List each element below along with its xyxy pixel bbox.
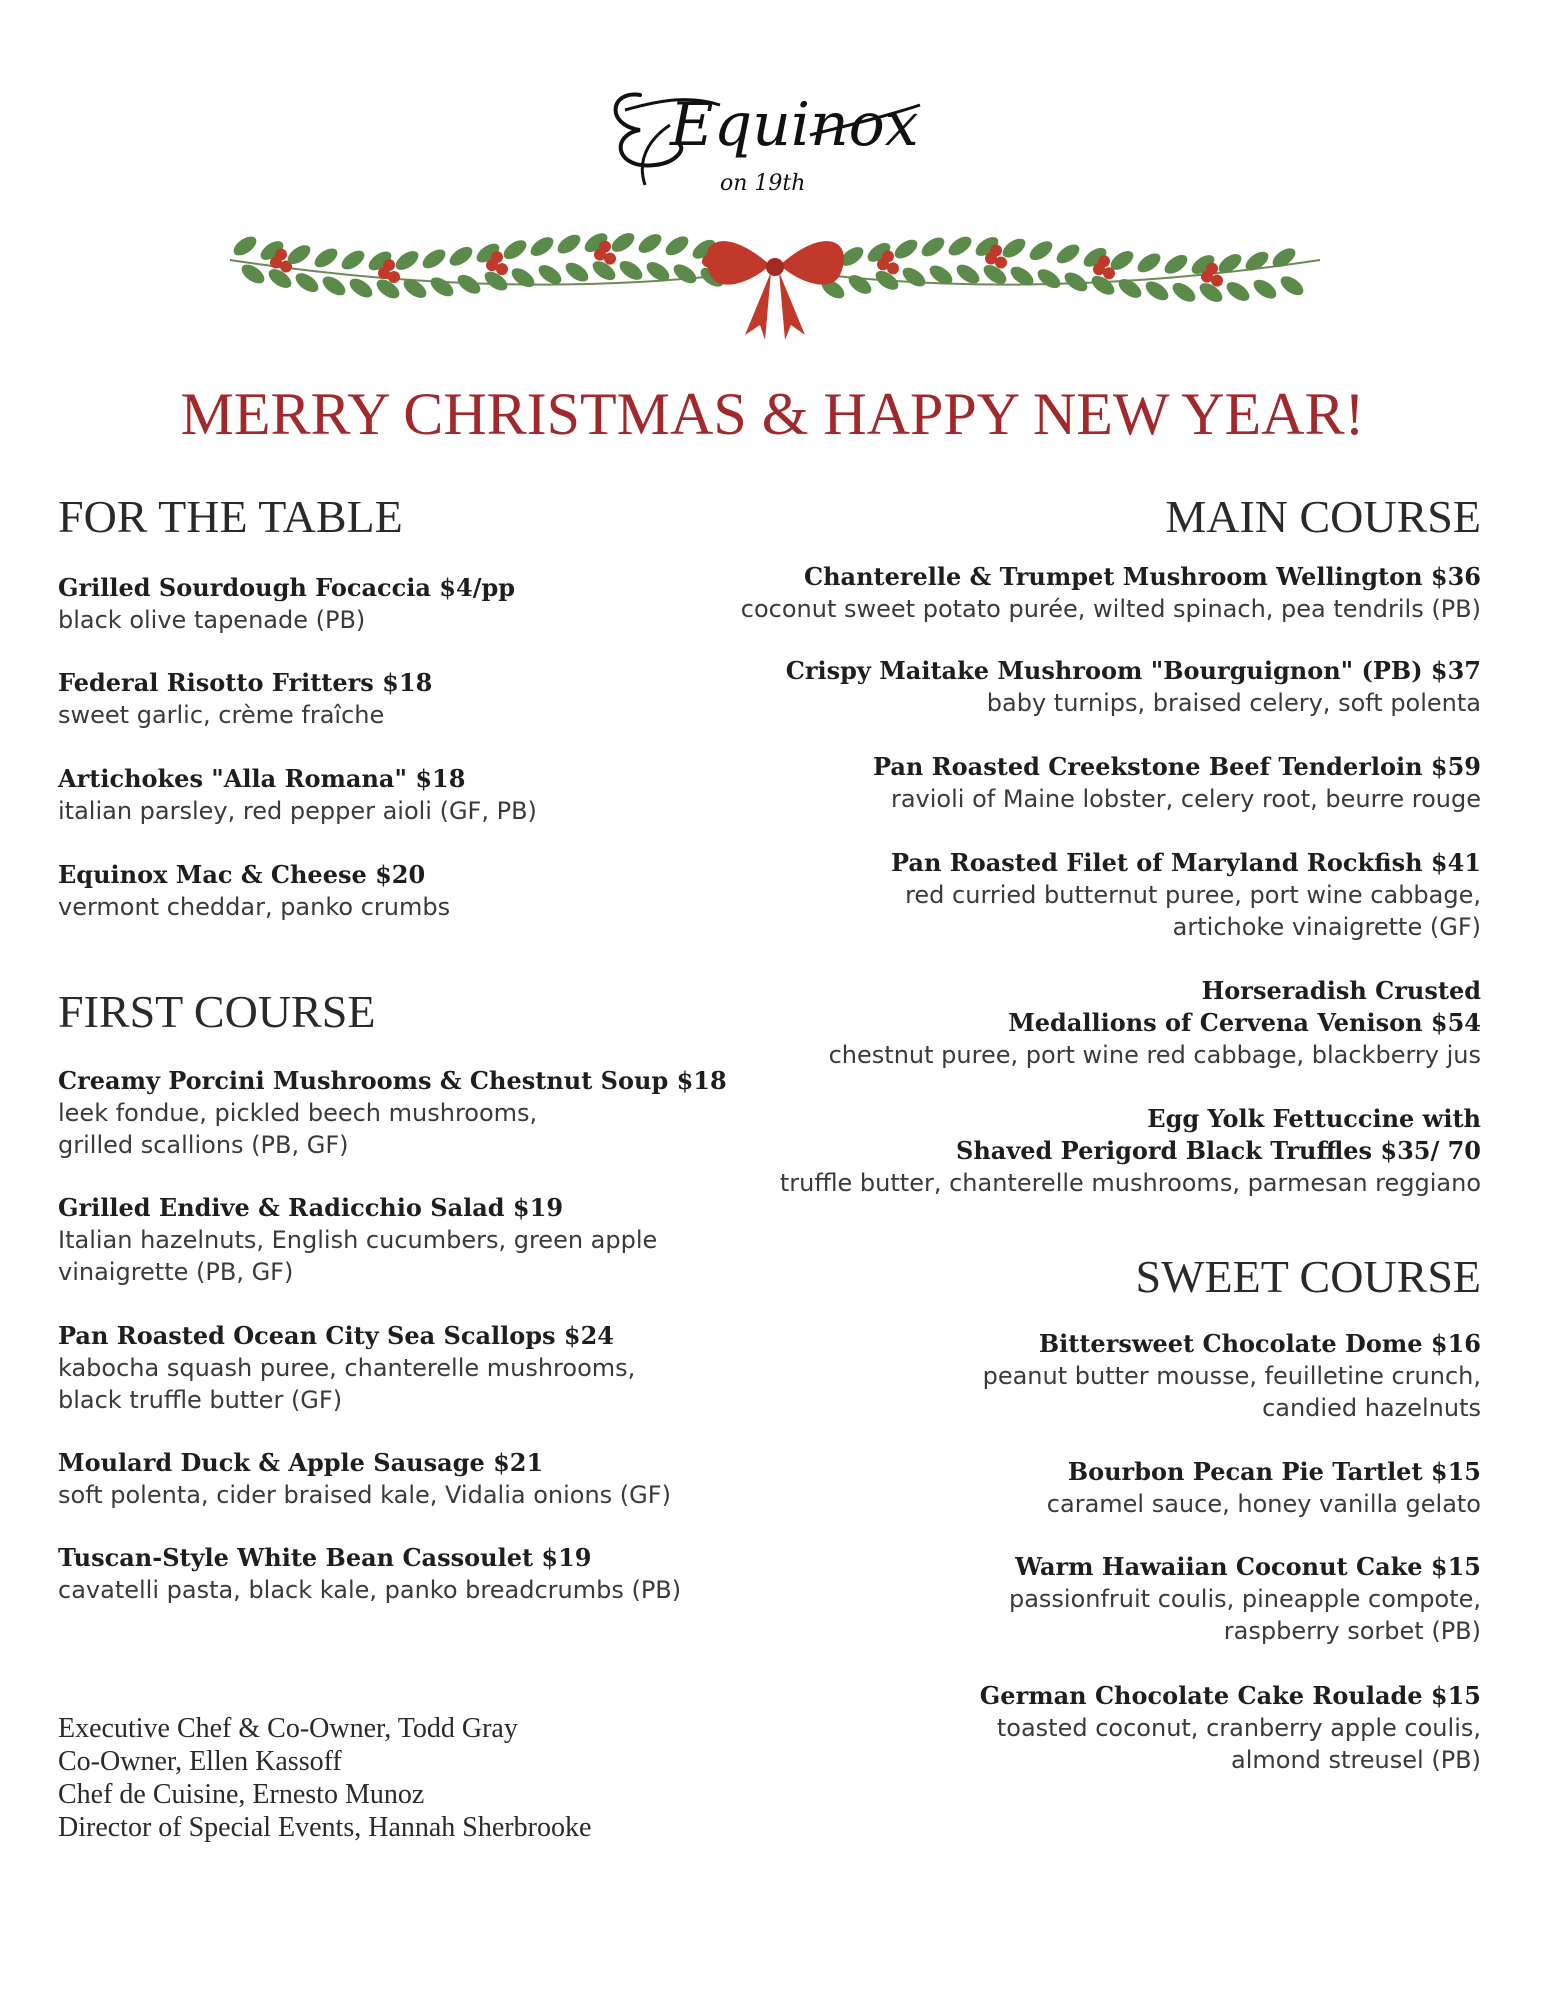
menu-item [58,667,432,731]
menu-item [58,1320,635,1416]
leaf-icon [891,236,920,262]
menu-item [58,1447,671,1511]
berry-icon [388,271,400,283]
menu-item-description: truffle butter, chanterelle mushrooms, parmesan reggiano [779,1169,1481,1197]
menu-item-description: vermont cheddar, panko crumbs [58,893,451,921]
leaf-icon [392,247,421,273]
menu-item-name: Pan Roasted Ocean City Sea Scallops $24 [58,1321,615,1350]
menu-item [873,751,1481,815]
leaf-icon [1026,238,1055,264]
menu-item-name: Warm Hawaiian Coconut Cake $15 [1015,1552,1481,1581]
leaf-icon [292,269,321,295]
menu-item [58,859,450,923]
menu-item-description: soft polenta, cider braised kale, Vidalia onions (GF) [58,1481,671,1509]
menu-item-description: caramel sauce, honey vanilla gelato [1046,1490,1481,1518]
leaf-icon [508,265,537,291]
berry-icon [491,251,503,263]
menu-item [741,561,1481,625]
menu-item-name: Chanterelle & Trumpet Mushroom Wellington $36 [803,562,1481,591]
equinox-logo [600,55,940,215]
section-heading-first-course: FIRST COURSE [58,986,376,1037]
berry-icon [604,253,616,265]
menu-item-name: Medallions of Cervena Venison $54 [1008,1008,1481,1037]
leaf-icon [1053,241,1082,267]
credit-line: Executive Chef & Co-Owner, Todd Gray [58,1713,518,1744]
berry-icon [887,262,899,274]
menu-item-name: Creamy Porcini Mushrooms & Chestnut Soup $18 [58,1066,727,1095]
menu-item [829,975,1481,1071]
menu-item-description: Italian hazelnuts, English cucumbers, green apple [58,1226,658,1254]
berry-icon [1211,275,1223,287]
menu-item [58,763,537,827]
menu-item-description: sweet garlic, crème fraîche [58,701,385,729]
holly-garland-icon [225,220,1325,350]
menu-item [980,1680,1481,1776]
menu-item-description: almond streusel (PB) [1231,1746,1481,1774]
leaf-icon [918,234,947,260]
menu-item-name: Crispy Maitake Mushroom "Bourguignon" (PB) $37 [785,656,1481,685]
menu-item-description: peanut butter mousse, feuilletine crunch, [982,1362,1481,1390]
berry-icon [1206,263,1218,275]
menu-item-description: baby turnips, braised celery, soft polenta [986,689,1481,717]
berry-icon [275,249,287,261]
menu-item [1047,1456,1481,1520]
berry-icon [383,259,395,271]
staff-credits [58,1712,591,1844]
menu-item-description: grilled scallions (PB, GF) [58,1131,349,1159]
leaf-icon [338,247,367,273]
menu-item [1009,1551,1481,1647]
menu-item-description: raspberry sorbet (PB) [1223,1617,1481,1645]
leaf-icon [319,273,348,299]
leaf-icon [662,233,691,259]
menu-item-name: Horseradish Crusted [1201,976,1481,1005]
leaf-icon [527,233,556,259]
menu-item-name: Grilled Sourdough Focaccia $4/pp [58,573,516,602]
leaf-icon [1223,278,1252,304]
credit-line: Chef de Cuisine, Ernesto Munoz [58,1779,425,1810]
leaf-icon [419,246,448,272]
menu-item-description: chestnut puree, port wine red cabbage, blackberry jus [828,1041,1481,1069]
leaf-icon [616,257,645,283]
menu-item [983,1328,1481,1424]
section-heading-main-course: MAIN COURSE [1165,491,1481,542]
menu-item-name: Bourbon Pecan Pie Tartlet $15 [1067,1457,1481,1486]
menu-item-description: toasted coconut, cranberry apple coulis, [996,1714,1481,1742]
menu-item-name: Federal Risotto Fritters $18 [58,668,433,697]
leaf-icon [845,271,874,297]
menu-item-description: artichoke vinaigrette (GF) [1172,913,1481,941]
logo-subtitle: on 19th [720,171,806,196]
menu-item-name: Pan Roasted Filet of Maryland Rockfish $41 [891,848,1481,877]
menu-item-description: cavatelli pasta, black kale, panko breadcrumbs (PB) [58,1576,682,1604]
menu-item-description: vinaigrette (PB, GF) [58,1258,294,1286]
leaf-icon [562,259,591,285]
leaf-icon [608,229,637,255]
menu-item-description: candied hazelnuts [1262,1394,1481,1422]
menu-item-name: Grilled Endive & Radicchio Salad $19 [58,1193,564,1222]
leaf-icon [945,233,974,259]
berry-icon [882,250,894,262]
section-heading-for-the-table: FOR THE TABLE [58,491,403,542]
holiday-greeting: MERRY CHRISTMAS & HAPPY NEW YEAR! [180,381,1365,447]
menu-item-name: Artichokes "Alla Romana" $18 [58,764,466,793]
credit-line: Director of Special Events, Hannah Sherbrooke [58,1812,592,1843]
leaf-icon [1134,250,1163,276]
berry-icon [995,256,1007,268]
menu-item-name: Bittersweet Chocolate Dome $16 [1038,1329,1481,1358]
leaf-icon [1061,269,1090,295]
leaf-icon [554,231,583,257]
menu-item-name: Moulard Duck & Apple Sausage $21 [58,1448,544,1477]
menu-item [780,1103,1481,1199]
menu-item-name: Tuscan-Style White Bean Cassoulet $19 [58,1543,592,1572]
berry-icon [1098,255,1110,267]
leaf-icon [899,264,928,290]
section-heading-sweet-course: SWEET COURSE [1135,1251,1481,1302]
leaf-icon [670,261,699,287]
berry-icon [990,244,1002,256]
menu-item-description: red curried butternut puree, port wine cabbage, [905,881,1481,909]
logo-name: Equinox [670,90,919,160]
leaf-icon [1161,251,1190,277]
berry-icon [599,241,611,253]
menu-item-name: German Chocolate Cake Roulade $15 [979,1681,1481,1710]
menu-item-description: italian parsley, red pepper aioli (GF, PB) [58,797,537,825]
menu-item-description: black truffle butter (GF) [58,1386,343,1414]
menu-item-description: ravioli of Maine lobster, celery root, beurre rouge [890,785,1481,813]
menu-item-description: coconut sweet potato purée, wilted spinach, pea tendrils (PB) [740,595,1481,623]
leaf-icon [311,245,340,271]
leaf-icon [346,275,375,301]
menu-item [786,655,1481,719]
credit-line: Co-Owner, Ellen Kassoff [58,1746,342,1777]
berry-icon [496,263,508,275]
leaf-icon [500,237,529,263]
leaf-icon [1277,273,1306,299]
menu-item-description: kabocha squash puree, chanterelle mushrooms, [58,1354,636,1382]
menu-item-name: Pan Roasted Creekstone Beef Tenderloin $59 [872,752,1481,781]
menu-item [58,1542,681,1606]
menu-item-name: Equinox Mac & Cheese $20 [58,860,426,889]
menu-item-description: leek fondue, pickled beech mushrooms, [58,1099,538,1127]
leaf-icon [230,233,259,259]
menu-item [58,1065,727,1161]
menu-item-name: Shaved Perigord Black Truffles $35/ 70 [956,1136,1481,1165]
menu-item [58,1192,657,1288]
menu-item-name: Egg Yolk Fettuccine with [1147,1104,1481,1133]
menu-item [58,572,515,636]
menu-item-description: black olive tapenade (PB) [58,606,366,634]
leaf-icon [427,274,456,300]
leaf-icon [1034,266,1063,292]
leaf-icon [1142,278,1171,304]
leaf-icon [1250,276,1279,302]
leaf-icon [635,230,664,256]
leaf-icon [446,243,475,269]
red-bow-icon [706,241,844,340]
leaf-icon [1169,279,1198,305]
menu-item [891,847,1481,943]
menu-item-description: passionfruit coulis, pineapple compote, [1008,1585,1481,1613]
